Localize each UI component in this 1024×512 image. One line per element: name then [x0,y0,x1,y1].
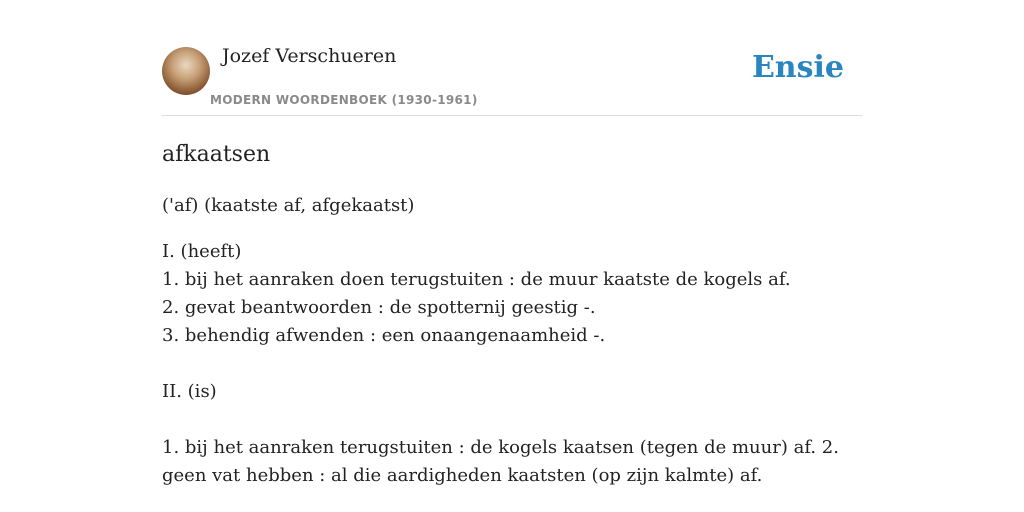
author-name[interactable]: Jozef Verschueren [222,45,397,67]
section-one [162,238,862,350]
section-one-heading: I. (heeft) [162,241,242,262]
brand-logo[interactable]: Ensie [751,50,844,85]
entry-forms: ('af) (kaatste af, afgekaatst) [162,195,415,216]
author-avatar[interactable] [162,47,210,95]
definition-item: 3. behendig afwenden : een onaangenaamheid -. [162,325,606,346]
entry-term: afkaatsen [162,142,271,167]
definition-item: 2. gevat beantwoorden : de spotternij geestig -. [162,297,596,318]
definition-item: 1. bij het aanraken doen terugstuiten : de muur kaatste de kogels af. [162,269,791,290]
header [162,40,862,116]
spacer [162,350,862,378]
source-label[interactable]: MODERN WOORDENBOEK (1930-1961) [210,93,478,107]
section-two-text: 1. bij het aanraken terugstuiten : de kogels kaatsen (tegen de muur) af. 2. geen vat hebben : al die aardigheden kaatsten (op zijn kalmte) af. [162,437,839,486]
entry-content [162,138,862,490]
section-two-heading: II. (is) [162,381,217,402]
spacer [162,406,862,434]
